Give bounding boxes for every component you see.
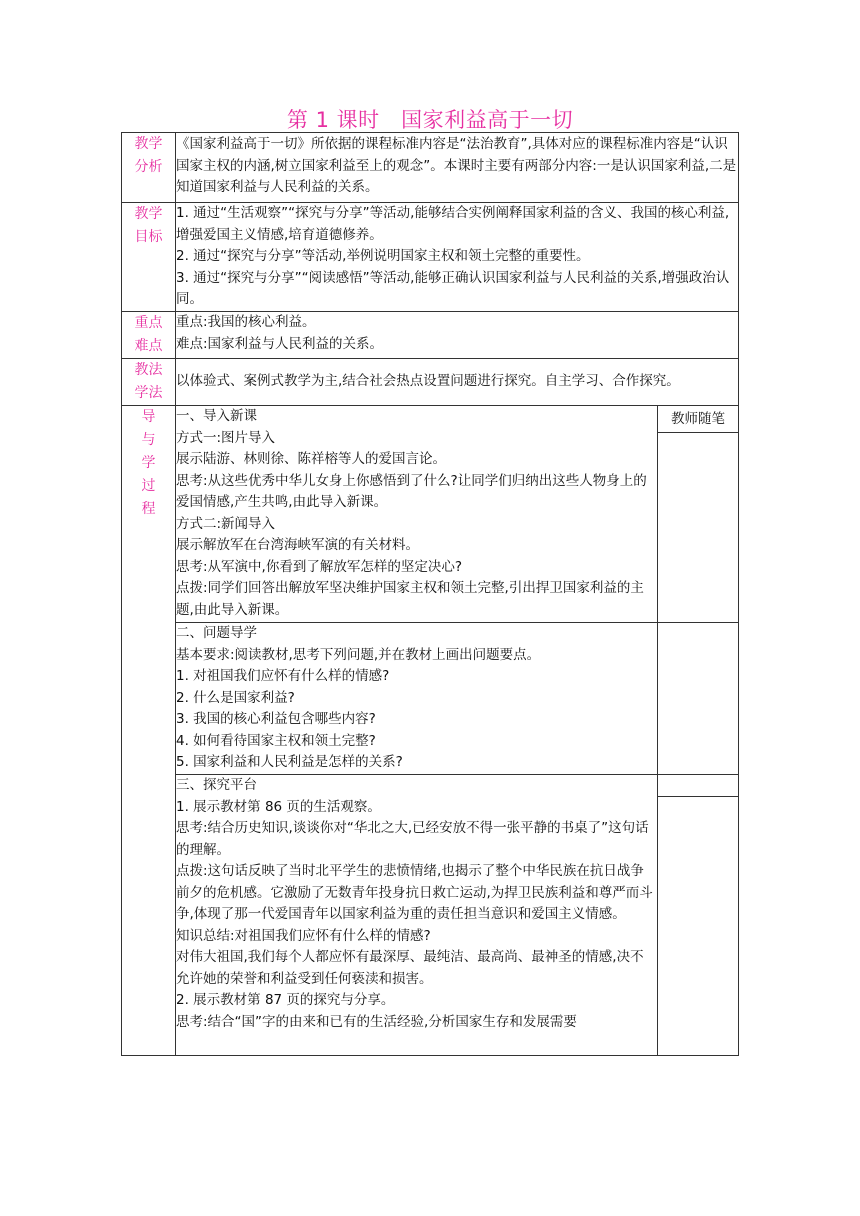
label-goals: 教学 目标 (122, 203, 176, 312)
row-keypoints (122, 312, 739, 359)
goal-item: 1. 通过“生活观察”“探究与分享”等活动,能够结合实例阐释国家利益的含义、我国的核心利益,增强爱国主义情感,培育道德修养。 (176, 205, 730, 243)
goal-item: 2. 通过“探究与分享”等活动,举例说明国家主权和领土完整的重要性。 (176, 248, 590, 264)
section2-content: 二、问题导学 基本要求:阅读教材,思考下列问题,并在教材上画出问题要点。 1. 对祖国我们应怀有什么样的情感? 2. 什么是国家利益? 3. 我国的核心利益包含哪些内容? 4. 如何看待国家主权和领土完整? 5. 国家利益和人民利益是怎样的关系? (176, 623, 658, 775)
label-analysis: 教学 分析 (122, 133, 176, 203)
notes-cell (658, 623, 739, 775)
section3-content: 三、探究平台 1. 展示教材第 86 页的生活观察。 思考:结合历史知识,谈谈你对“华北之大,已经安放不得一张平静的书桌了”这句话的理解。 点拨:这句话反映了当时北平学生的悲愤情绪,也揭示了整个中华民族在抗日战争前夕的危机感。它激励了无数青年投身抗日救亡运动,为捍卫民族利益和尊严而斗争,体现了那一代爱国青年以国家利益为重的责任担当意识和爱国主义情感。 知识总结:对祖国我们应怀有什么样的情感? 对伟大祖国,我们每个人都应怀有最深厚、最纯洁、最高尚、最神圣的情感,决不允许她的荣誉和利益受到任何亵渎和损害。 2. 展示教材第 87 页的探究与分享。 思考:结合“国”字的由来和已有的生活经验,分析国家生存和发展需要 (176, 775, 658, 1056)
analysis-text: 《国家利益高于一切》所依据的课程标准内容是“法治教育”,具体对应的课程标准内容是“认识国家主权的内涵,树立国家利益至上的观念”。本课时主要有两部分内容:一是认识国家利益,二是知道国家利益与人民利益的关系。 (176, 133, 739, 203)
page-title: 第 1 课时 国家利益高于一切 (286, 108, 574, 132)
row-goals (122, 203, 739, 312)
lesson-plan-table (121, 132, 739, 1056)
row-methods (122, 359, 739, 406)
row-section1 (122, 406, 739, 623)
goal-item: 3. 通过“探究与分享”“阅读感悟”等活动,能够正确认识国家利益与人民利益的关系,增强政治认同。 (176, 269, 730, 307)
notes-cell (658, 775, 739, 1056)
notes-column (658, 406, 739, 623)
methods-text: 以体验式、案例式教学为主,结合社会热点设置问题进行探究。自主学习、合作探究。 (176, 359, 739, 406)
notes-header: 教师随笔 (658, 406, 738, 433)
label-methods: 教法 学法 (122, 359, 176, 406)
row-analysis (122, 133, 739, 203)
goals-text (176, 203, 739, 312)
row-section3 (122, 775, 739, 1056)
label-process: 导 与 学 过 程 (122, 406, 176, 1056)
keypoints-text: 重点:我国的核心利益。 难点:国家利益与人民利益的关系。 (176, 312, 739, 359)
label-keypoints: 重点 难点 (122, 312, 176, 359)
row-section2 (122, 623, 739, 775)
section1-content: 一、导入新课 方式一:图片导入 展示陆游、林则徐、陈祥榕等人的爱国言论。 思考:从这些优秀中华儿女身上你感悟到了什么?让同学们归纳出这些人物身上的爱国情感,产生共鸣,由此导入新课。 方式二:新闻导入 展示解放军在台湾海峡军演的有关材料。 思考:从军演中,你看到了解放军怎样的坚定决心? 点拨:同学们回答出解放军坚决维护国家主权和领土完整,引出捍卫国家利益的主题,由此导入新课。 (176, 406, 658, 623)
